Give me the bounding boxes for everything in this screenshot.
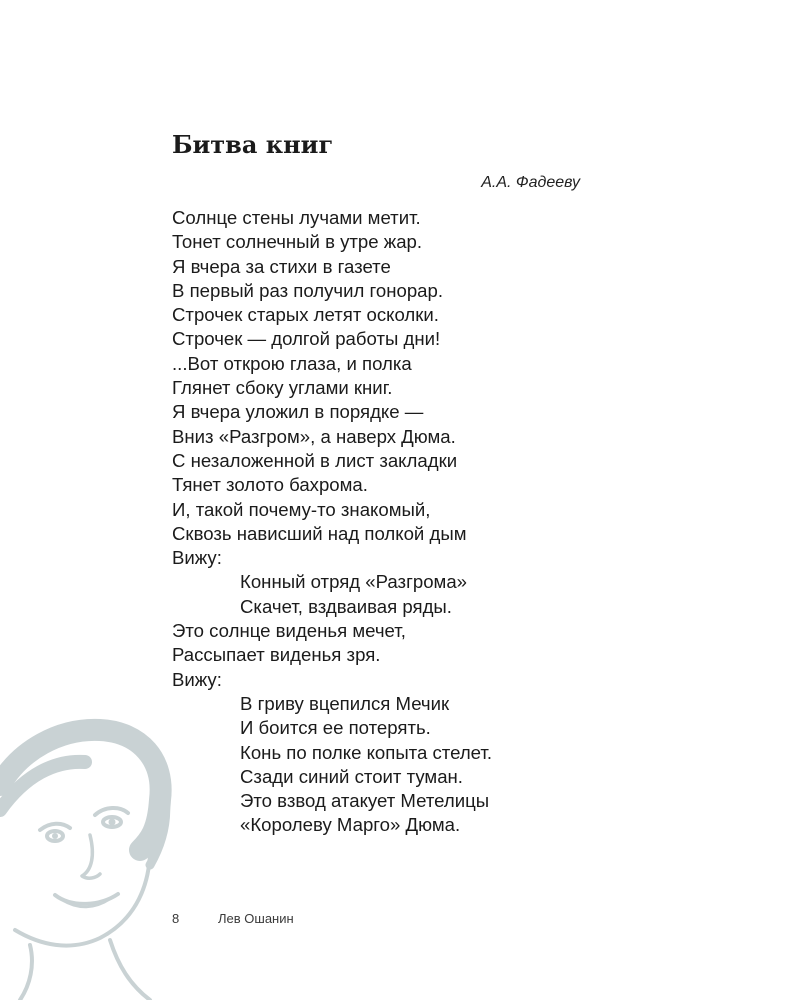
poem-line: Строчек старых летят осколки. <box>172 304 439 326</box>
poem-line: Сквозь нависший над полкой дым <box>172 522 467 544</box>
poem-line-indented: Это взвод атакует Метелицы <box>240 790 490 812</box>
poem-line: Я вчера за стихи в газете <box>172 255 391 277</box>
poem-line: Вижу: <box>172 547 222 569</box>
poem-line-indented: И боится ее потерять. <box>240 717 431 739</box>
poem-line: Тонет солнечный в утре жар. <box>172 231 423 253</box>
poem-line: В первый раз получил гонорар. <box>172 279 444 301</box>
portrait-sketch-icon <box>0 690 200 1000</box>
poem-line: Вижу: <box>172 668 222 690</box>
poem-line: Я вчера уложил в порядке — <box>172 401 424 423</box>
poem-line: ...Вот открою глаза, и полка <box>172 352 412 374</box>
poem-line: Рассыпает виденья зря. <box>172 644 381 666</box>
poem-line-indented: «Королеву Марго» Дюма. <box>240 814 461 836</box>
poem-dedication: А.А. Фадееву <box>481 174 580 191</box>
poem-line: Вниз «Разгром», а наверх Дюма. <box>172 425 456 447</box>
poem-line-indented: Конный отряд «Разгрома» <box>240 571 468 593</box>
poem-line: Солнце стены лучами метит. <box>172 207 421 228</box>
poem-line-indented: Сзади синий стоит туман. <box>240 765 463 787</box>
poem-title: Битва книг <box>172 130 334 159</box>
poem-line: Глянет сбоку углами книг. <box>172 377 393 399</box>
poem-body <box>172 206 492 838</box>
poem-line: Это солнце виденья мечет, <box>172 620 406 642</box>
page-footer <box>172 911 294 926</box>
poem-line-indented: Скачет, вздваивая ряды. <box>240 595 452 617</box>
running-author: Лев Ошанин <box>218 911 294 926</box>
poem-line: Тянет золото бахрома. <box>172 474 368 496</box>
poem-line-indented: Конь по полке копыта стелет. <box>240 741 493 763</box>
poem-line: И, такой почему-то знакомый, <box>172 498 431 520</box>
poem-line: С незаложенной в лист закладки <box>172 449 458 471</box>
poem-line-indented: В гриву вцепился Мечик <box>240 692 450 714</box>
page-number: 8 <box>172 911 180 926</box>
poem-line: Строчек — долгой работы дни! <box>172 328 441 350</box>
